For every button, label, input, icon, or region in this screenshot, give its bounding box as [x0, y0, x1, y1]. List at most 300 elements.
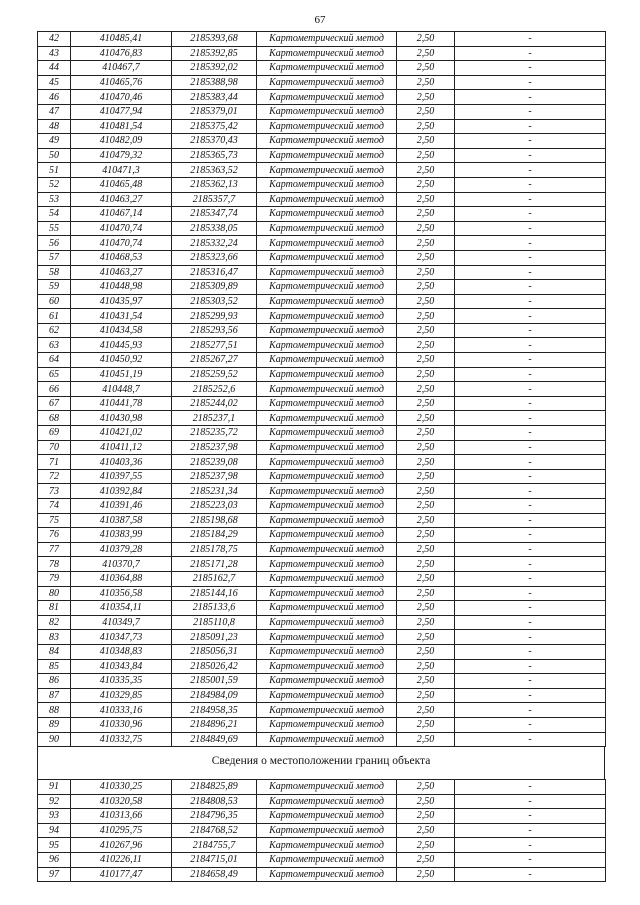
x-coordinate-cell: 410435,97 [71, 294, 172, 309]
y-coordinate-cell: 2185171,28 [172, 557, 257, 572]
table-row [38, 104, 606, 119]
y-coordinate-cell: 2185223,03 [172, 499, 257, 514]
method-cell: Картометрический метод [257, 542, 397, 557]
y-coordinate-cell: 2184808,53 [172, 794, 257, 809]
description-cell: - [455, 294, 606, 309]
precision-cell: 2,50 [397, 499, 455, 514]
x-coordinate-cell: 410470,46 [71, 90, 172, 105]
y-coordinate-cell: 2185392,85 [172, 46, 257, 61]
point-number-cell: 82 [38, 615, 71, 630]
x-coordinate-cell: 410387,58 [71, 513, 172, 528]
precision-cell: 2,50 [397, 192, 455, 207]
x-coordinate-cell: 410448,7 [71, 382, 172, 397]
point-number-cell: 74 [38, 499, 71, 514]
description-cell: - [455, 280, 606, 295]
method-cell: Картометрический метод [257, 90, 397, 105]
point-number-cell: 46 [38, 90, 71, 105]
precision-cell: 2,50 [397, 659, 455, 674]
description-cell: - [455, 809, 606, 824]
method-cell: Картометрический метод [257, 148, 397, 163]
precision-cell: 2,50 [397, 250, 455, 265]
description-cell: - [455, 163, 606, 178]
table-row [38, 852, 606, 867]
precision-cell: 2,50 [397, 601, 455, 616]
precision-cell: 2,50 [397, 484, 455, 499]
description-cell: - [455, 426, 606, 441]
table-row [38, 630, 606, 645]
description-cell: - [455, 396, 606, 411]
table-row [38, 732, 606, 747]
x-coordinate-cell: 410392,84 [71, 484, 172, 499]
precision-cell: 2,50 [397, 353, 455, 368]
method-cell: Картометрический метод [257, 280, 397, 295]
description-cell: - [455, 469, 606, 484]
point-number-cell: 97 [38, 867, 71, 882]
method-cell: Картометрический метод [257, 119, 397, 134]
description-cell: - [455, 499, 606, 514]
point-number-cell: 55 [38, 221, 71, 236]
description-cell: - [455, 236, 606, 251]
precision-cell: 2,50 [397, 163, 455, 178]
description-cell: - [455, 104, 606, 119]
x-coordinate-cell: 410481,54 [71, 119, 172, 134]
table-row [38, 499, 606, 514]
description-cell: - [455, 382, 606, 397]
table-row [38, 484, 606, 499]
y-coordinate-cell: 2185375,42 [172, 119, 257, 134]
y-coordinate-cell: 2185357,7 [172, 192, 257, 207]
precision-cell: 2,50 [397, 794, 455, 809]
y-coordinate-cell: 2185244,02 [172, 396, 257, 411]
description-cell: - [455, 542, 606, 557]
table-row [38, 61, 606, 76]
x-coordinate-cell: 410430,98 [71, 411, 172, 426]
table-row [38, 265, 606, 280]
x-coordinate-cell: 410468,53 [71, 250, 172, 265]
table-row [38, 542, 606, 557]
description-cell: - [455, 659, 606, 674]
y-coordinate-cell: 2185091,23 [172, 630, 257, 645]
method-cell: Картометрический метод [257, 177, 397, 192]
description-cell: - [455, 411, 606, 426]
x-coordinate-cell: 410465,76 [71, 75, 172, 90]
point-number-cell: 76 [38, 528, 71, 543]
description-cell: - [455, 586, 606, 601]
method-cell: Картометрический метод [257, 852, 397, 867]
description-cell: - [455, 353, 606, 368]
method-cell: Картометрический метод [257, 557, 397, 572]
x-coordinate-cell: 410177,47 [71, 867, 172, 882]
precision-cell: 2,50 [397, 46, 455, 61]
x-coordinate-cell: 410343,84 [71, 659, 172, 674]
description-cell: - [455, 207, 606, 222]
method-cell: Картометрический метод [257, 32, 397, 47]
table-row [38, 513, 606, 528]
precision-cell: 2,50 [397, 469, 455, 484]
point-number-cell: 79 [38, 571, 71, 586]
method-cell: Картометрический метод [257, 163, 397, 178]
x-coordinate-cell: 410476,83 [71, 46, 172, 61]
point-number-cell: 63 [38, 338, 71, 353]
method-cell: Картометрический метод [257, 644, 397, 659]
table-row [38, 780, 606, 795]
description-cell: - [455, 32, 606, 47]
x-coordinate-cell: 410482,09 [71, 134, 172, 149]
description-cell: - [455, 513, 606, 528]
method-cell: Картометрический метод [257, 867, 397, 882]
y-coordinate-cell: 2185133,6 [172, 601, 257, 616]
description-cell: - [455, 192, 606, 207]
table-row [38, 367, 606, 382]
point-number-cell: 88 [38, 703, 71, 718]
method-cell: Картометрический метод [257, 353, 397, 368]
method-cell: Картометрический метод [257, 601, 397, 616]
method-cell: Картометрический метод [257, 338, 397, 353]
precision-cell: 2,50 [397, 323, 455, 338]
x-coordinate-cell: 410421,02 [71, 426, 172, 441]
table-row [38, 557, 606, 572]
description-cell: - [455, 717, 606, 732]
table-row [38, 280, 606, 295]
y-coordinate-cell: 2184658,49 [172, 867, 257, 882]
description-cell: - [455, 134, 606, 149]
y-coordinate-cell: 2185144,16 [172, 586, 257, 601]
precision-cell: 2,50 [397, 674, 455, 689]
x-coordinate-cell: 410479,32 [71, 148, 172, 163]
precision-cell: 2,50 [397, 280, 455, 295]
precision-cell: 2,50 [397, 294, 455, 309]
precision-cell: 2,50 [397, 703, 455, 718]
point-number-cell: 84 [38, 644, 71, 659]
precision-cell: 2,50 [397, 513, 455, 528]
precision-cell: 2,50 [397, 852, 455, 867]
method-cell: Картометрический метод [257, 382, 397, 397]
x-coordinate-cell: 410465,48 [71, 177, 172, 192]
point-number-cell: 52 [38, 177, 71, 192]
y-coordinate-cell: 2185267,27 [172, 353, 257, 368]
table-row [38, 426, 606, 441]
precision-cell: 2,50 [397, 542, 455, 557]
method-cell: Картометрический метод [257, 688, 397, 703]
precision-cell: 2,50 [397, 688, 455, 703]
precision-cell: 2,50 [397, 367, 455, 382]
x-coordinate-cell: 410383,99 [71, 528, 172, 543]
precision-cell: 2,50 [397, 75, 455, 90]
point-number-cell: 53 [38, 192, 71, 207]
x-coordinate-cell: 410434,58 [71, 323, 172, 338]
point-number-cell: 72 [38, 469, 71, 484]
point-number-cell: 66 [38, 382, 71, 397]
method-cell: Картометрический метод [257, 484, 397, 499]
y-coordinate-cell: 2185026,42 [172, 659, 257, 674]
y-coordinate-cell: 2185299,93 [172, 309, 257, 324]
y-coordinate-cell: 2185184,29 [172, 528, 257, 543]
x-coordinate-cell: 410226,11 [71, 852, 172, 867]
description-cell: - [455, 703, 606, 718]
precision-cell: 2,50 [397, 557, 455, 572]
description-cell: - [455, 338, 606, 353]
precision-cell: 2,50 [397, 780, 455, 795]
method-cell: Картометрический метод [257, 250, 397, 265]
point-number-cell: 69 [38, 426, 71, 441]
table-row [38, 221, 606, 236]
description-cell: - [455, 177, 606, 192]
method-cell: Картометрический метод [257, 615, 397, 630]
precision-cell: 2,50 [397, 134, 455, 149]
table-row [38, 177, 606, 192]
x-coordinate-cell: 410441,78 [71, 396, 172, 411]
table-row [38, 644, 606, 659]
point-number-cell: 44 [38, 61, 71, 76]
method-cell: Картометрический метод [257, 192, 397, 207]
table-row [38, 32, 606, 47]
method-cell: Картометрический метод [257, 221, 397, 236]
x-coordinate-cell: 410330,25 [71, 780, 172, 795]
y-coordinate-cell: 2184825,89 [172, 780, 257, 795]
point-number-cell: 91 [38, 780, 71, 795]
precision-cell: 2,50 [397, 90, 455, 105]
table-row [38, 207, 606, 222]
method-cell: Картометрический метод [257, 586, 397, 601]
point-number-cell: 68 [38, 411, 71, 426]
precision-cell: 2,50 [397, 426, 455, 441]
table-row [38, 615, 606, 630]
method-cell: Картометрический метод [257, 703, 397, 718]
description-cell: - [455, 644, 606, 659]
point-number-cell: 93 [38, 809, 71, 824]
precision-cell: 2,50 [397, 717, 455, 732]
description-cell: - [455, 528, 606, 543]
point-number-cell: 59 [38, 280, 71, 295]
x-coordinate-cell: 410470,74 [71, 236, 172, 251]
precision-cell: 2,50 [397, 823, 455, 838]
y-coordinate-cell: 2185323,66 [172, 250, 257, 265]
table-row [38, 396, 606, 411]
description-cell: - [455, 309, 606, 324]
y-coordinate-cell: 2184896,21 [172, 717, 257, 732]
description-cell: - [455, 557, 606, 572]
x-coordinate-cell: 410431,54 [71, 309, 172, 324]
method-cell: Картометрический метод [257, 265, 397, 280]
precision-cell: 2,50 [397, 615, 455, 630]
point-number-cell: 90 [38, 732, 71, 747]
description-cell: - [455, 615, 606, 630]
description-cell: - [455, 688, 606, 703]
table-row [38, 353, 606, 368]
method-cell: Картометрический метод [257, 794, 397, 809]
table-row [38, 382, 606, 397]
table-row [38, 323, 606, 338]
description-cell: - [455, 867, 606, 882]
y-coordinate-cell: 2185309,89 [172, 280, 257, 295]
table-row [38, 134, 606, 149]
description-cell: - [455, 75, 606, 90]
x-coordinate-cell: 410485,41 [71, 32, 172, 47]
table-row [38, 703, 606, 718]
y-coordinate-cell: 2185237,98 [172, 469, 257, 484]
x-coordinate-cell: 410348,83 [71, 644, 172, 659]
table-row [38, 469, 606, 484]
x-coordinate-cell: 410477,94 [71, 104, 172, 119]
method-cell: Картометрический метод [257, 780, 397, 795]
method-cell: Картометрический метод [257, 469, 397, 484]
point-number-cell: 89 [38, 717, 71, 732]
y-coordinate-cell: 2185388,98 [172, 75, 257, 90]
method-cell: Картометрический метод [257, 396, 397, 411]
x-coordinate-cell: 410471,3 [71, 163, 172, 178]
precision-cell: 2,50 [397, 528, 455, 543]
y-coordinate-cell: 2185379,01 [172, 104, 257, 119]
x-coordinate-cell: 410370,7 [71, 557, 172, 572]
point-number-cell: 95 [38, 838, 71, 853]
y-coordinate-cell: 2185316,47 [172, 265, 257, 280]
table-row [38, 571, 606, 586]
precision-cell: 2,50 [397, 411, 455, 426]
point-number-cell: 62 [38, 323, 71, 338]
description-cell: - [455, 61, 606, 76]
description-cell: - [455, 367, 606, 382]
y-coordinate-cell: 2185365,73 [172, 148, 257, 163]
point-number-cell: 73 [38, 484, 71, 499]
precision-cell: 2,50 [397, 644, 455, 659]
y-coordinate-cell: 2185237,1 [172, 411, 257, 426]
point-number-cell: 60 [38, 294, 71, 309]
precision-cell: 2,50 [397, 571, 455, 586]
table-row [38, 119, 606, 134]
y-coordinate-cell: 2185239,08 [172, 455, 257, 470]
x-coordinate-cell: 410403,36 [71, 455, 172, 470]
x-coordinate-cell: 410411,12 [71, 440, 172, 455]
y-coordinate-cell: 2185383,44 [172, 90, 257, 105]
description-cell: - [455, 90, 606, 105]
description-cell: - [455, 823, 606, 838]
method-cell: Картометрический метод [257, 809, 397, 824]
precision-cell: 2,50 [397, 338, 455, 353]
precision-cell: 2,50 [397, 221, 455, 236]
table-row [38, 192, 606, 207]
description-cell: - [455, 838, 606, 853]
y-coordinate-cell: 2185235,72 [172, 426, 257, 441]
point-number-cell: 70 [38, 440, 71, 455]
method-cell: Картометрический метод [257, 61, 397, 76]
point-number-cell: 80 [38, 586, 71, 601]
point-number-cell: 87 [38, 688, 71, 703]
point-number-cell: 78 [38, 557, 71, 572]
x-coordinate-cell: 410463,27 [71, 265, 172, 280]
x-coordinate-cell: 410349,7 [71, 615, 172, 630]
point-number-cell: 67 [38, 396, 71, 411]
coordinates-table-body [38, 32, 606, 747]
precision-cell: 2,50 [397, 207, 455, 222]
x-coordinate-cell: 410445,93 [71, 338, 172, 353]
point-number-cell: 64 [38, 353, 71, 368]
precision-cell: 2,50 [397, 440, 455, 455]
x-coordinate-cell: 410313,66 [71, 809, 172, 824]
y-coordinate-cell: 2184984,09 [172, 688, 257, 703]
x-coordinate-cell: 410333,16 [71, 703, 172, 718]
point-number-cell: 54 [38, 207, 71, 222]
y-coordinate-cell: 2185056,31 [172, 644, 257, 659]
table-row [38, 455, 606, 470]
method-cell: Картометрический метод [257, 823, 397, 838]
y-coordinate-cell: 2184715,01 [172, 852, 257, 867]
y-coordinate-cell: 2185370,43 [172, 134, 257, 149]
x-coordinate-cell: 410320,58 [71, 794, 172, 809]
method-cell: Картометрический метод [257, 659, 397, 674]
point-number-cell: 56 [38, 236, 71, 251]
precision-cell: 2,50 [397, 586, 455, 601]
table-row [38, 586, 606, 601]
method-cell: Картометрический метод [257, 513, 397, 528]
table-row [38, 294, 606, 309]
description-cell: - [455, 440, 606, 455]
point-number-cell: 42 [38, 32, 71, 47]
point-number-cell: 48 [38, 119, 71, 134]
x-coordinate-cell: 410354,11 [71, 601, 172, 616]
method-cell: Картометрический метод [257, 294, 397, 309]
method-cell: Картометрический метод [257, 411, 397, 426]
y-coordinate-cell: 2184958,35 [172, 703, 257, 718]
table-row [38, 601, 606, 616]
method-cell: Картометрический метод [257, 630, 397, 645]
method-cell: Картометрический метод [257, 46, 397, 61]
point-number-cell: 83 [38, 630, 71, 645]
table-row [38, 46, 606, 61]
precision-cell: 2,50 [397, 732, 455, 747]
method-cell: Картометрический метод [257, 732, 397, 747]
method-cell: Картометрический метод [257, 674, 397, 689]
x-coordinate-cell: 410356,58 [71, 586, 172, 601]
table-row [38, 338, 606, 353]
table-row [38, 250, 606, 265]
table-row [38, 411, 606, 426]
y-coordinate-cell: 2185001,59 [172, 674, 257, 689]
point-number-cell: 71 [38, 455, 71, 470]
description-cell: - [455, 601, 606, 616]
description-cell: - [455, 780, 606, 795]
description-cell: - [455, 674, 606, 689]
y-coordinate-cell: 2185231,34 [172, 484, 257, 499]
table-row [38, 148, 606, 163]
point-number-cell: 94 [38, 823, 71, 838]
x-coordinate-cell: 410330,96 [71, 717, 172, 732]
x-coordinate-cell: 410364,88 [71, 571, 172, 586]
y-coordinate-cell: 2185252,6 [172, 382, 257, 397]
method-cell: Картометрический метод [257, 440, 397, 455]
precision-cell: 2,50 [397, 104, 455, 119]
description-cell: - [455, 484, 606, 499]
point-number-cell: 51 [38, 163, 71, 178]
x-coordinate-cell: 410295,75 [71, 823, 172, 838]
table-row [38, 838, 606, 853]
method-cell: Картометрический метод [257, 571, 397, 586]
y-coordinate-cell: 2185293,56 [172, 323, 257, 338]
x-coordinate-cell: 410267,96 [71, 838, 172, 853]
y-coordinate-cell: 2185198,68 [172, 513, 257, 528]
boundary-coordinates-table [37, 779, 606, 882]
point-number-cell: 96 [38, 852, 71, 867]
point-number-cell: 85 [38, 659, 71, 674]
y-coordinate-cell: 2185110,8 [172, 615, 257, 630]
x-coordinate-cell: 410467,14 [71, 207, 172, 222]
y-coordinate-cell: 2185237,98 [172, 440, 257, 455]
precision-cell: 2,50 [397, 236, 455, 251]
page-number: 67 [314, 14, 326, 26]
precision-cell: 2,50 [397, 148, 455, 163]
table-row [38, 528, 606, 543]
method-cell: Картометрический метод [257, 499, 397, 514]
y-coordinate-cell: 2185363,52 [172, 163, 257, 178]
